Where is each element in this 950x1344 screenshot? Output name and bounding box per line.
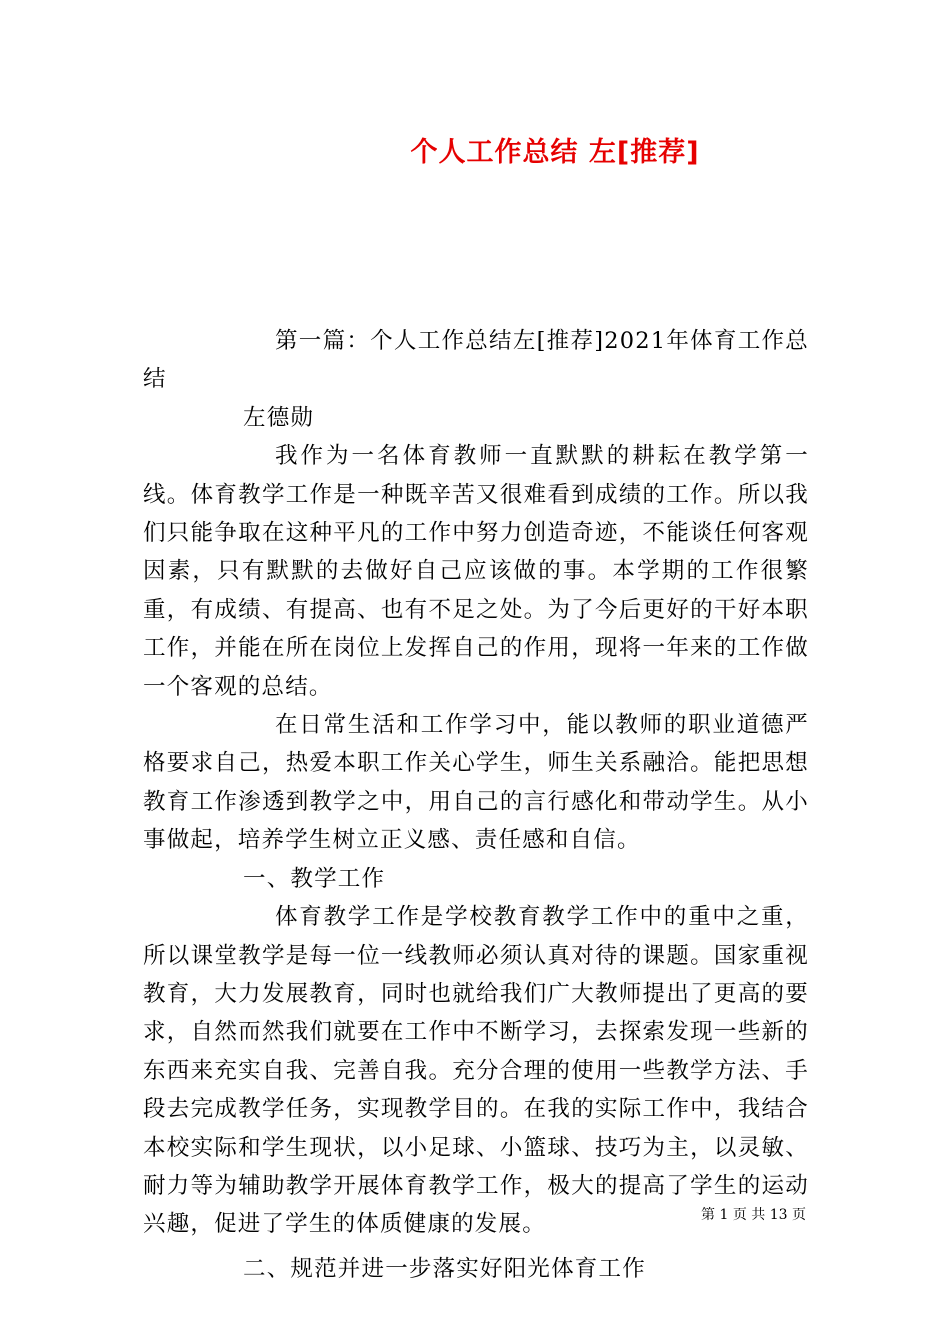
paragraph-1: 我作为一名体育教师一直默默的耕耘在教学第一线。体育教学工作是一种既辛苦又很难看到成绩的工作。所以我们只能争取在这种平凡的工作中努力创造奇迹，不能谈任何客观因素，只有默默的去做好自己应该做的事。本学期的工作很繁重，有成绩、有提高、也有不足之处。为了今后更好的干好本职工作，并能在所在岗位上发挥自己的作用，现将一年来的工作做一个客观的总结。: [143, 443, 809, 700]
document-title: 个人工作总结 左[推荐]: [410, 137, 700, 168]
document-body: [143, 322, 809, 1288]
paragraph-2: 在日常生活和工作学习中，能以教师的职业道德严格要求自己，热爱本职工作关心学生，师生关系融洽。能把思想教育工作渗透到教学之中，用自己的言行感化和带动学生。从小事做起，培养学生树立正义感、责任感和自信。: [143, 712, 809, 854]
section-1-paragraph: 体育教学工作是学校教育教学工作中的重中之重，所以课堂教学是每一位一线教师必须认真对待的课题。国家重视教育，大力发展教育，同时也就给我们广大教师提出了更高的要求，自然而然我们就要在工作中不断学习，去探索发现一些新的东西来充实自我、完善自我。充分合理的使用一些教学方法、手段去完成教学任务，实现教学目的。在我的实际工作中，我结合本校实际和学生现状，以小足球、小篮球、技巧为主，以灵敏、耐力等为辅助教学开展体育教学工作，极大的提高了学生的运动兴趣，促进了学生的体质健康的发展。: [143, 904, 809, 1238]
heading-line-2: 左德勋: [243, 404, 315, 431]
section-1-heading: 一、教学工作: [243, 865, 386, 892]
heading-line-1: 第一篇：个人工作总结左[推荐]2021年体育工作总结: [143, 328, 809, 393]
section-2-heading: 二、规范并进一步落实好阳光体育工作: [243, 1255, 646, 1282]
page-number-footer: 第 1 页 共 13 页: [701, 1207, 806, 1223]
